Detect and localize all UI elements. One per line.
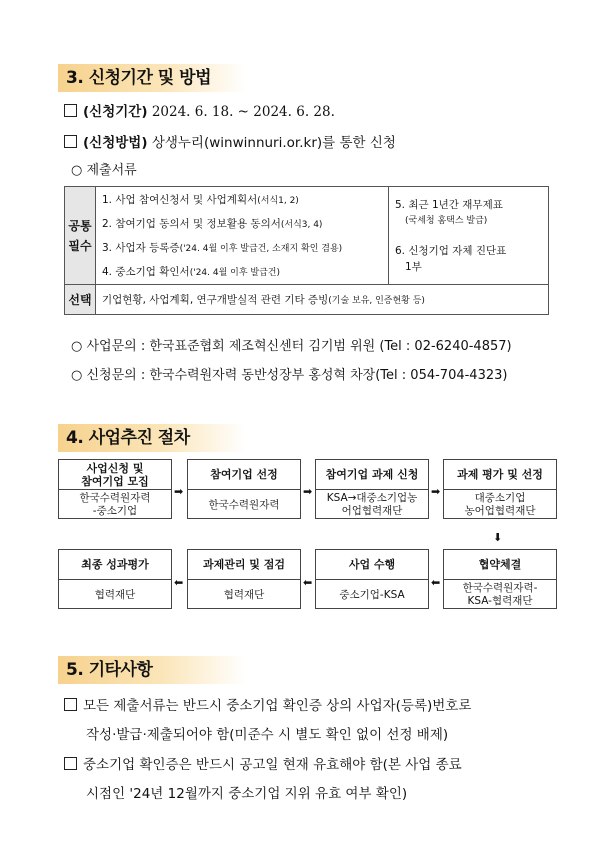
note-1: 모든 제출서류는 반드시 중소기업 확인증 상의 사업자(등록)번호로 <box>64 694 471 714</box>
required-label: 공통 필수 <box>65 187 96 285</box>
flow-step-6: 사업 수행 중소기업-KSA <box>315 549 429 609</box>
period-value: 2024. 6. 18. ~ 2024. 6. 28. <box>151 104 335 120</box>
method-line <box>64 131 396 151</box>
checkbox-square-icon <box>64 698 77 711</box>
flow-step-3: 참여기업 과제 신청 KSA→대중소기업농 어업협력재단 <box>315 459 429 519</box>
arrow-left-icon: ⬅ <box>303 576 313 589</box>
checkbox-square-icon <box>64 135 77 148</box>
arrow-right-icon: ➡ <box>431 485 441 498</box>
optional-item: 기업현황, 사업계획, 연구개발실적 관련 기타 증빙(기술 보유, 인증현황 등) <box>96 285 549 315</box>
required-item: 5. 최근 1년간 재무제표 <box>395 199 503 211</box>
flow-step-7: 과제관리 및 점검 협력재단 <box>187 549 301 609</box>
optional-label: 선택 <box>65 285 96 315</box>
required-item: 1. 사업 참여신청서 및 사업계획서(서식1, 2) <box>102 193 299 206</box>
docs-heading: ○ 제출서류 <box>71 163 137 178</box>
section-5-title: 5. 기타사항 <box>58 656 246 684</box>
arrow-right-icon: ➡ <box>174 485 184 498</box>
note-2: 중소기업 확인증은 반드시 공고일 현재 유효해야 함(본 사업 종료 <box>64 753 462 773</box>
required-items-left <box>96 187 389 285</box>
checkbox-square-icon <box>64 104 77 117</box>
period-label: (신청기간) <box>83 104 148 120</box>
method-value: 상생누리(winwinnuri.or.kr)를 통한 신청 <box>151 135 396 151</box>
flow-step-5: 협약체결 한국수력원자력- KSA-협력재단 <box>443 549 557 609</box>
required-item: 2. 참여기업 동의서 및 정보활용 동의서(서식3, 4) <box>102 217 323 230</box>
required-item: 3. 사업자 등록증('24. 4월 이후 발급건, 소재지 확인 겸용) <box>102 241 343 254</box>
arrow-left-icon: ⬅ <box>431 576 441 589</box>
checkbox-square-icon <box>64 757 77 770</box>
required-item: 4. 중소기업 확인서('24. 4월 이후 발급건) <box>102 265 280 278</box>
arrow-down-icon: ⬇ <box>493 531 503 544</box>
flow-step-4: 과제 평가 및 선정 대중소기업 농어업협력재단 <box>443 459 557 519</box>
contact-apply: ○ 신청문의 : 한국수력원자력 동반성장부 홍성혁 차장(Tel : 054-704-4323) <box>71 368 508 383</box>
note-1-cont: 작성·발급·제출되어야 함(미준수 시 별도 확인 없이 선정 배제) <box>86 727 449 743</box>
period-line <box>64 100 335 120</box>
required-item: 6. 신청기업 자체 진단표 <box>395 245 507 257</box>
required-items-right: 5. 최근 1년간 재무제표 (국세청 홈택스 발급) 6. 신청기업 자체 진단표 1부 <box>389 187 549 285</box>
arrow-right-icon: ➡ <box>303 485 313 498</box>
documents-table <box>64 186 549 315</box>
note-2-cont: 시점인 '24년 12월까지 중소기업 지위 유효 여부 확인) <box>86 786 408 802</box>
arrow-left-icon: ⬅ <box>174 576 184 589</box>
section-4-title: 4. 사업추진 절차 <box>58 424 246 452</box>
method-label: (신청방법) <box>83 135 148 151</box>
flow-step-8: 최종 성과평가 협력재단 <box>58 549 172 609</box>
flow-step-1: 사업신청 및 참여기업 모집 한국수력원자력 -중소기업 <box>58 459 172 519</box>
flow-step-2: 참여기업 선정 한국수력원자력 <box>187 459 301 519</box>
section-3-title: 3. 신청기간 및 방법 <box>58 64 246 92</box>
contact-business: ○ 사업문의 : 한국표준협회 제조혁신센터 김기범 위원 (Tel : 02-6240-4857) <box>71 339 512 354</box>
